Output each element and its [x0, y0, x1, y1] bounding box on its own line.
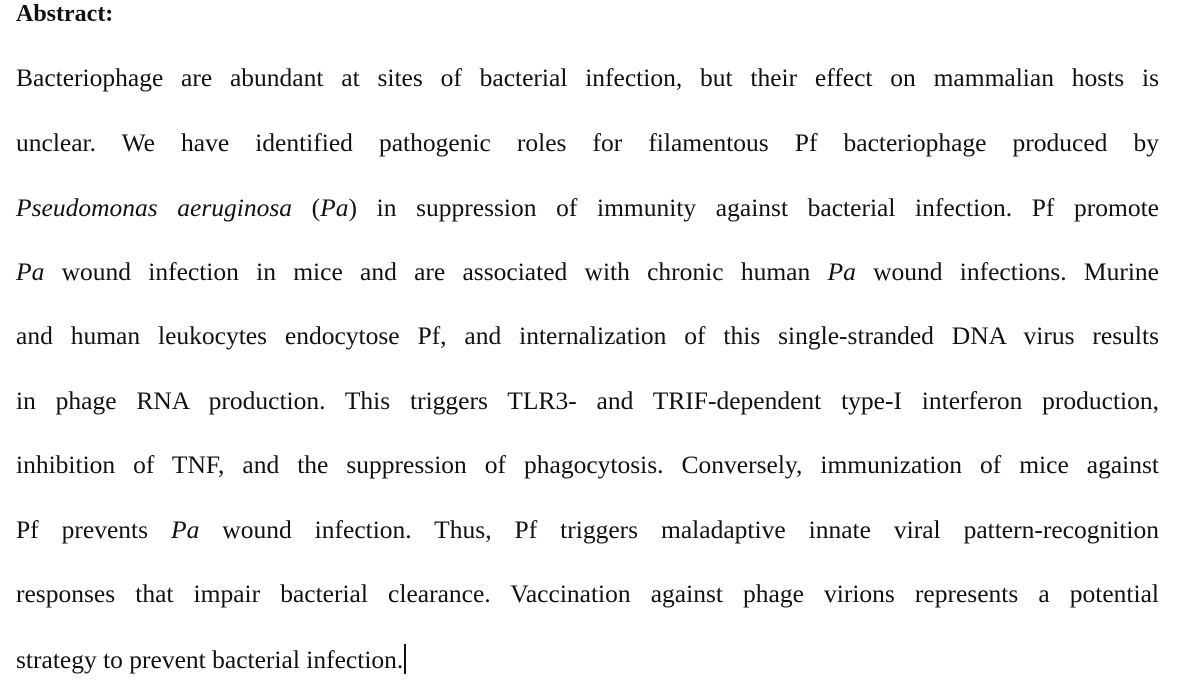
- text-span: strategy to prevent bacterial infection.: [16, 645, 404, 674]
- abstract-line-4: [16, 257, 1159, 287]
- text-span: wound infection. Thus, Pf triggers maladaptive innate viral pattern-recognition: [199, 515, 1159, 544]
- text-span: and human leukocytes endocytose Pf, and internalization of this single-stranded DNA virus results: [16, 321, 1159, 350]
- text-span: Pf prevents: [16, 515, 171, 544]
- abstract-line-2: [16, 128, 1159, 158]
- italic-abbreviation: Pa: [827, 257, 856, 286]
- text-span: responses that impair bacterial clearance. Vaccination against phage virions represents a potential: [16, 579, 1159, 608]
- text-span: Bacteriophage are abundant at sites of bacterial infection, but their effect on mammalian hosts is: [16, 63, 1159, 92]
- abstract-line-6: [16, 386, 1159, 416]
- abstract-line-3: [16, 193, 1159, 223]
- abstract-line-7: [16, 450, 1159, 480]
- text-span: unclear. We have identified pathogenic roles for filamentous Pf bacteriophage produced by: [16, 128, 1159, 157]
- text-cursor: [404, 644, 406, 674]
- abstract-line-10: [16, 644, 406, 675]
- abstract-heading: Abstract:: [16, 1, 114, 27]
- italic-abbreviation: Pa: [320, 193, 349, 222]
- text-span: ) in suppression of immunity against bacterial infection. Pf promote: [348, 193, 1159, 222]
- italic-species-name: Pseudomonas aeruginosa: [16, 193, 293, 222]
- abstract-line-5: [16, 321, 1159, 351]
- text-span: wound infection in mice and are associated with chronic human: [44, 257, 828, 286]
- abstract-line-9: [16, 579, 1159, 609]
- text-span: (: [292, 193, 321, 222]
- text-span: in phage RNA production. This triggers TLR3- and TRIF-dependent type-I interferon production,: [16, 386, 1159, 415]
- text-span: inhibition of TNF, and the suppression of phagocytosis. Conversely, immunization of mice against: [16, 450, 1159, 479]
- italic-abbreviation: Pa: [171, 515, 200, 544]
- abstract-line-1: [16, 63, 1159, 93]
- abstract-line-8: [16, 515, 1159, 545]
- italic-abbreviation: Pa: [16, 257, 45, 286]
- text-span: wound infections. Murine: [855, 257, 1160, 286]
